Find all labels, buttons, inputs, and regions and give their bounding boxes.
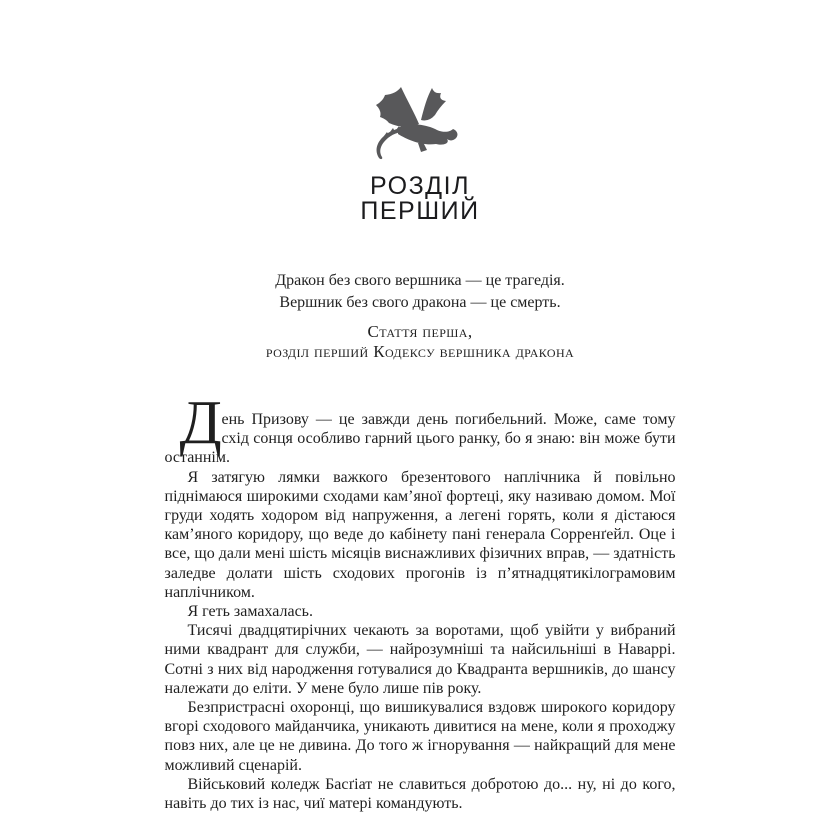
epigraph-source [165, 322, 676, 362]
epigraph-source-line-2: розділ перший Кодексу вершника дракона [265, 342, 575, 361]
paragraph: Я затягую лямки важкого брезентового наплічника й повільно піднімаюся широкими сходами кам’яної фортеці, яку називаю домом. Мої груди ходять ходором від напруження, а легені горять, коли я дістаюся кам’яного коридору, що веде до кабінету пані генерала Сорренґейл. Оце і все, що дали мені шість місяців виснажливих фізичних вправ, — здатність заледве долати шість сходових прогонів із п’ятнадцятикілограмовим наплічником. [164, 468, 676, 601]
page-content [165, 0, 676, 813]
epigraph-line-1: Дракон без свого вершника — це трагедія. [275, 272, 565, 289]
chapter-title-line1: РОЗДІЛ [370, 172, 470, 200]
chapter-body [164, 389, 676, 813]
dragon-icon [374, 84, 466, 162]
epigraph [165, 270, 676, 314]
chapter-title [165, 174, 676, 224]
paragraph: Тисячі двадцятирічних чекають за воротами, щоб увійти у вибраний ними квадрант для служби, — найрозумніші та найсильніші в Наваррі. Сотні з них від народження готувалися до Квадранта вершників, до шансу належати до еліти. У мене було лише пів року. [164, 622, 676, 697]
paragraph-opening [164, 389, 676, 468]
chapter-title-line2: ПЕРШИЙ [360, 197, 480, 225]
paragraph: Безпристрасні охоронці, що вишикувалися вздовж широкого коридору вгорі сходового майданчика, уникають дивитися на мене, коли я проходжу повз них, але це не дивина. До того ж ігнорування — найкращий для мене можливий сценарій. [164, 699, 676, 774]
paragraph: Я геть замахалась. [187, 603, 313, 621]
paragraph: Військовий коледж Басґіат не славиться добротою до... ну, ні до кого, навіть до тих із нас, чиї матері командують. [164, 775, 676, 813]
paragraph-opening-text: ень Призову — це завжди день погибельний. Може, саме тому схід сонця особливо гарний цього ранку, бо я знаю: він може бути останнім. [164, 411, 676, 467]
epigraph-line-2: Вершник без свого дракона — це смерть. [279, 294, 561, 311]
drop-cap: Д [179, 389, 222, 457]
epigraph-source-line-1: Стаття перша, [367, 322, 473, 341]
